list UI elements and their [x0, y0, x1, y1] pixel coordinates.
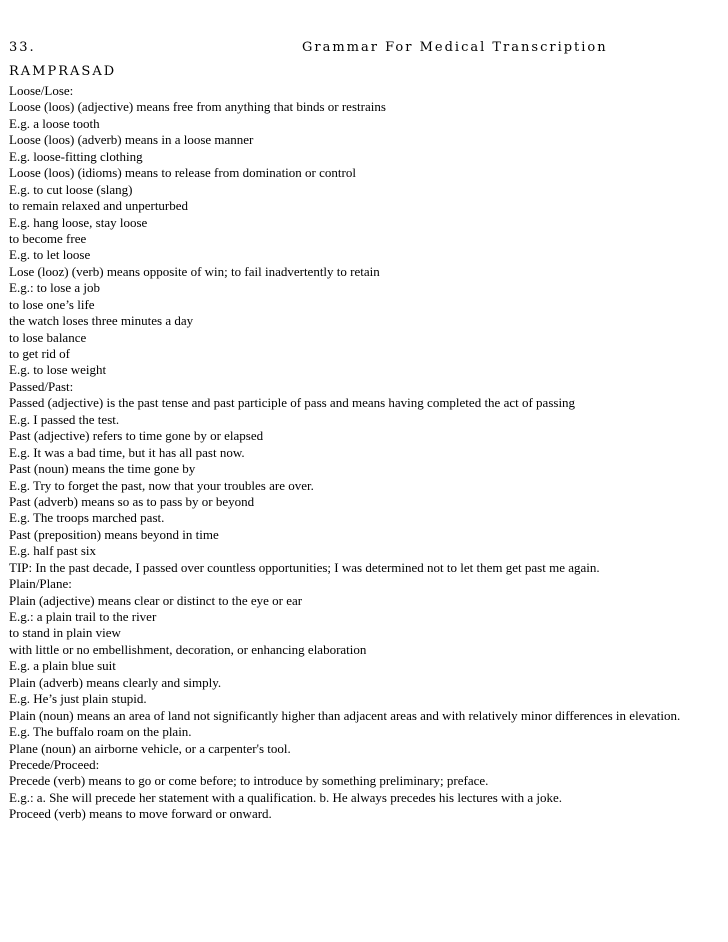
text-line: E.g. loose-fitting clothing [9, 148, 143, 164]
body-text [9, 83, 721, 823]
text-line: Past (adverb) means so as to pass by or beyond [9, 493, 255, 509]
text-line: Plain (noun) means an area of land not significantly higher than adjacent areas and with relatively minor differences in elevation. [9, 707, 681, 723]
text-line: the watch loses three minutes a day [9, 313, 194, 329]
text-line: E.g.: to lose a job [9, 280, 100, 296]
text-line: E.g. The buffalo roam on the plain. [9, 724, 192, 740]
author-name: RAMPRASAD [9, 64, 117, 79]
text-line: Loose/Lose: [9, 83, 74, 98]
text-line: Plane (noun) an airborne vehicle, or a carpenter's tool. [9, 740, 291, 756]
text-line: Loose (loos) (adjective) means free from anything that binds or restrains [9, 99, 386, 115]
text-line: E.g. a loose tooth [9, 115, 100, 131]
text-line: E.g. Try to forget the past, now that your troubles are over. [9, 477, 314, 493]
text-line: E.g. I passed the test. [9, 411, 120, 427]
text-line: with little or no embellishment, decoration, or enhancing elaboration [9, 641, 367, 657]
text-line: to lose one’s life [9, 296, 95, 312]
text-line: Lose (looz) (verb) means opposite of win; to fail inadvertently to retain [9, 263, 380, 279]
text-line: Passed/Past: [9, 378, 74, 394]
text-line: E.g. hang loose, stay loose [9, 214, 148, 230]
text-line: to remain relaxed and unperturbed [9, 198, 189, 214]
page-header [9, 40, 721, 62]
document-page [9, 40, 721, 823]
document-title: Grammar For Medical Transcription [302, 40, 608, 55]
text-line: Past (noun) means the time gone by [9, 461, 196, 477]
text-line: Passed (adjective) is the past tense and past participle of pass and means having completed the act of passing [9, 395, 576, 411]
text-line: Precede (verb) means to go or come before; to introduce by something preliminary; preface. [9, 773, 489, 789]
text-line: E.g. a plain blue suit [9, 658, 116, 674]
text-line: to become free [9, 230, 87, 246]
text-line: E.g.: a. She will precede her statement with a qualification. b. He always precedes his lectures with a joke. [9, 789, 563, 805]
text-line: E.g. It was a bad time, but it has all past now. [9, 444, 245, 460]
text-line: Precede/Proceed: [9, 756, 100, 772]
text-line: E.g. half past six [9, 543, 97, 559]
text-line: to lose balance [9, 329, 87, 345]
text-line: Proceed (verb) means to move forward or onward. [9, 806, 272, 822]
page-number: 33. [9, 40, 36, 55]
text-line: Plain (adverb) means clearly and simply. [9, 674, 222, 690]
text-line: E.g.: a plain trail to the river [9, 609, 157, 624]
text-line: to get rid of [9, 346, 71, 361]
text-line: E.g. to let loose [9, 247, 91, 263]
text-line: Plain (adjective) means clear or distinct to the eye or ear [9, 592, 303, 608]
text-line: TIP: In the past decade, I passed over countless opportunities; I was determined not to let them get past me again. [9, 559, 600, 575]
text-line: Plain/Plane: [9, 576, 72, 592]
text-line: to stand in plain view [9, 625, 121, 641]
text-line: E.g. The troops marched past. [9, 510, 165, 526]
text-line: Past (preposition) means beyond in time [9, 526, 219, 542]
text-line: E.g. to cut loose (slang) [9, 181, 133, 197]
text-line: Loose (loos) (adverb) means in a loose manner [9, 132, 254, 148]
text-line: Loose (loos) (idioms) means to release from domination or control [9, 165, 356, 181]
text-line: Past (adjective) refers to time gone by or elapsed [9, 428, 264, 444]
text-line: E.g. He’s just plain stupid. [9, 691, 147, 707]
text-line: E.g. to lose weight [9, 362, 107, 378]
